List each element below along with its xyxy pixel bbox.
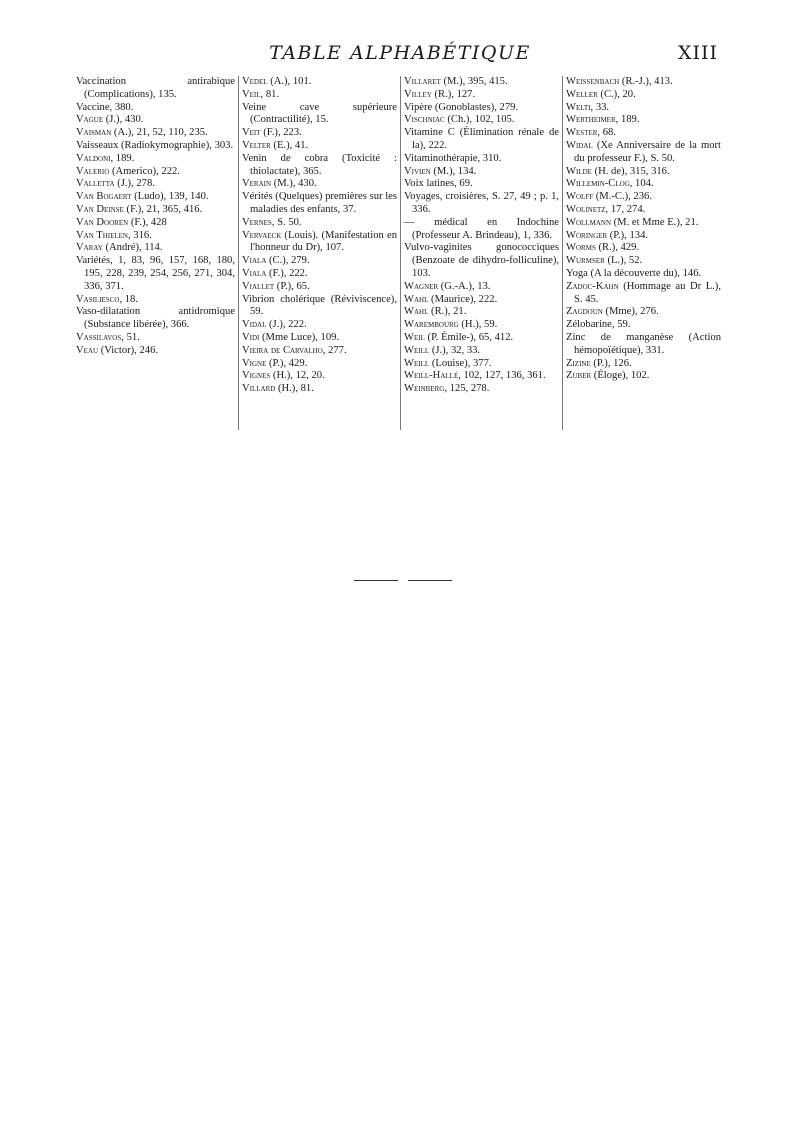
index-entry	[566, 76, 721, 89]
index-entry	[404, 242, 559, 280]
divider-rule	[354, 580, 398, 581]
index-entry	[566, 114, 721, 127]
index-entry-heading: Wertheimer	[566, 114, 616, 126]
index-entry	[242, 268, 397, 281]
index-entry-heading: Vaccination antirabique	[76, 76, 235, 87]
index-entry-heading: Weller	[566, 88, 598, 100]
index-entry-references: (C.), 20.	[597, 88, 636, 100]
index-entry	[242, 370, 397, 383]
index-entry-references: (Toxicité : thiolactate), 365.	[250, 152, 397, 177]
index-entry-heading: Weill-Hallé	[404, 370, 459, 382]
index-entry-references: (M. et Mme E.), 21.	[611, 216, 699, 228]
index-entry-heading: Zadoc-Kahn	[566, 280, 619, 292]
index-entry-heading: Vassilavos	[76, 331, 122, 343]
index-entry	[566, 242, 721, 255]
index-entry-heading: Villard	[242, 383, 276, 395]
index-entry-references: (Americo), 222.	[109, 165, 180, 177]
index-entry	[566, 166, 721, 179]
index-entry-references: (P.), 65.	[274, 280, 310, 292]
index-entry-heading: Widal	[566, 139, 593, 151]
index-entry-heading: Vidi	[242, 331, 260, 343]
index-entry-references: (Ch.), 102, 105.	[444, 114, 515, 126]
index-entry-references: , 104.	[629, 178, 654, 190]
index-entry-heading: — médical en Indochine	[404, 216, 559, 228]
index-entry	[404, 306, 559, 319]
index-column	[562, 76, 724, 430]
index-entry-references: , 81.	[260, 88, 280, 100]
index-entry-heading: Vischniac	[404, 114, 445, 126]
index-entry-heading: Verain	[242, 178, 272, 190]
index-entry-heading: Vitamine C	[404, 127, 455, 139]
index-entry	[242, 332, 397, 345]
index-entry-references: (P. Émile-), 65, 412.	[424, 331, 514, 343]
index-entry-references: , 68.	[597, 127, 616, 139]
index-entry	[566, 102, 721, 115]
index-entry	[566, 204, 721, 217]
index-entry-references: (P.), 126.	[590, 357, 632, 369]
index-entry-heading: Vibrion cholérique	[242, 293, 325, 305]
index-entry	[566, 370, 721, 383]
index-entry-heading: Valdoni	[76, 152, 111, 164]
index-entry	[76, 217, 235, 230]
index-entry-references: , 316.	[127, 229, 152, 241]
index-entry-references: (R.), 21.	[428, 306, 467, 318]
index-entry-heading: Warembourg	[404, 319, 459, 331]
index-entry-heading: Veit	[242, 127, 261, 139]
index-entry-references: (Action hémopoïétique), 331.	[574, 331, 721, 356]
index-entry-heading: Viala	[242, 255, 267, 267]
index-entry	[404, 127, 559, 153]
index-entry	[242, 217, 397, 230]
index-entry-heading: Vaisman	[76, 127, 112, 139]
index-entry	[566, 140, 721, 166]
index-entry-heading: Varay	[76, 242, 103, 254]
index-entry	[242, 153, 397, 179]
index-entry-heading: Vitaminothérapie	[404, 152, 478, 164]
index-entry	[242, 383, 397, 396]
index-entry-heading: Viala	[242, 267, 267, 279]
index-entry-references: (P.), 134.	[607, 229, 649, 241]
index-entry-heading: Venin de cobra	[242, 152, 329, 164]
index-entry-references: (Mme), 276.	[602, 306, 659, 318]
index-entry	[242, 140, 397, 153]
index-entry-references: (G.-A.), 13.	[438, 280, 491, 292]
index-entry	[242, 76, 397, 89]
index-entry-heading: Vivien	[404, 165, 431, 177]
index-entry	[242, 255, 397, 268]
index-entry-heading: Veil	[242, 88, 261, 100]
index-entry-references: (J.), 430.	[103, 114, 144, 126]
index-entry-heading: Weil	[404, 331, 425, 343]
index-entry	[404, 178, 559, 191]
index-entry-heading: Villaret	[404, 76, 441, 87]
index-entry-heading: Van Thielen	[76, 229, 128, 241]
index-entry-references: , S. 50.	[271, 216, 302, 228]
index-entry-references: antidromique (Substance libérée), 366.	[84, 306, 235, 331]
index-entry-heading: Zuber	[566, 370, 592, 382]
index-entry-heading: Weill	[404, 357, 430, 369]
index-entry-references: (Ludo), 139, 140.	[131, 191, 209, 203]
index-entry-heading: Vignes	[242, 370, 271, 382]
index-entry-references: (E.), 41.	[270, 139, 309, 151]
index-entry-references: (H.), 12, 20.	[270, 370, 325, 382]
index-entry-heading: Wurmser	[566, 255, 605, 267]
index-entry	[566, 306, 721, 319]
divider-rule	[408, 580, 452, 581]
index-entry	[566, 319, 721, 332]
index-entry	[404, 332, 559, 345]
index-entry-heading: Zinc de manganèse	[566, 331, 674, 343]
index-entry-heading: Zizine	[566, 357, 591, 369]
index-entry-references: (Professeur A. Brindeau), 1, 336.	[412, 229, 553, 241]
index-entry-references: (A.), 21, 52, 110, 235.	[111, 127, 208, 139]
index-entry	[566, 191, 721, 204]
index-entry-heading: Woringer	[566, 229, 608, 241]
index-column	[76, 76, 238, 430]
index-entry-references: , 189.	[110, 152, 135, 164]
index-entry-references: (Louise), 377.	[429, 357, 492, 369]
index-entry	[76, 230, 235, 243]
index-entry-references: (Radiokymographie), 303.	[118, 139, 234, 151]
index-entry-heading: Vedel	[242, 76, 268, 87]
index-entry-heading: Vervaeck	[242, 229, 282, 241]
index-entry-heading: Valerio	[76, 165, 110, 177]
index-column	[238, 76, 400, 430]
index-entry-references: , 51.	[121, 331, 140, 343]
index-entry-references: , 59.	[611, 319, 631, 331]
index-entry-heading: Vipère	[404, 101, 433, 113]
index-entry-references: (L.), 52.	[604, 255, 643, 267]
index-entry	[76, 166, 235, 179]
index-entry	[566, 332, 721, 358]
index-entry-heading: Velter	[242, 139, 271, 151]
index-entry-heading: Viallet	[242, 280, 275, 292]
index-entry-references: , 17, 274.	[605, 203, 646, 215]
index-entry	[242, 89, 397, 102]
index-entry	[404, 76, 559, 89]
index-entry	[566, 127, 721, 140]
index-entry-heading: Variétés	[76, 255, 111, 267]
index-entry-heading: Vasiliesco	[76, 293, 120, 305]
index-entry-references: (Réviviscence), 59.	[250, 293, 397, 318]
index-entry-heading: Vague	[76, 114, 104, 126]
index-entry-references: (Quelques) premières sur les maladies des enfants, 37.	[250, 191, 397, 215]
index-entry-heading: Wollmann	[566, 216, 611, 228]
index-entry-heading: Veine cave supérieure	[242, 101, 397, 113]
index-entry-references: (Éloge), 102.	[591, 370, 650, 382]
index-entry-heading: Van Dooren	[76, 216, 129, 228]
index-entry	[404, 383, 559, 396]
index-entry	[242, 191, 397, 217]
page-header	[76, 40, 724, 70]
index-entry-references: (A la découverte du), 146.	[587, 267, 702, 279]
index-entry-heading: Weill	[404, 344, 430, 356]
index-entry-heading: Valletta	[76, 178, 115, 190]
index-entry-heading: Vigne	[242, 357, 267, 369]
index-entry-references: (Hommage au Dr L.), S. 45.	[574, 280, 721, 305]
index-entry	[242, 358, 397, 371]
index-entry-references: (H.), 81.	[275, 383, 314, 395]
index-entry	[404, 102, 559, 115]
index-entry-references: (Élimination rénale de la), 222.	[412, 127, 559, 151]
index-entry-heading: Vieira de Carvalho	[242, 344, 323, 356]
index-entry	[404, 166, 559, 179]
index-entry	[242, 281, 397, 294]
index-entry-references: (M.), 134.	[430, 165, 477, 177]
index-entry-heading: Wolff	[566, 191, 594, 203]
index-entry-references: (R.), 127.	[431, 88, 476, 100]
index-entry-heading: Vaccine	[76, 101, 110, 113]
index-entry	[76, 140, 235, 153]
index-entry-heading: Wolinetz	[566, 203, 606, 215]
index-entry-references: (André), 114.	[102, 242, 163, 254]
index-entry-heading: Van Deinse	[76, 203, 124, 215]
index-entry	[404, 217, 559, 243]
index-entry	[566, 230, 721, 243]
index-entry	[76, 102, 235, 115]
index-entry-references: (Xe Anniversaire de la mort du professeur F.), S. 50.	[574, 139, 721, 164]
index-entry	[242, 127, 397, 140]
index-entry-references: (P.), 429.	[266, 357, 308, 369]
index-entry-heading: Yoga	[566, 267, 588, 279]
index-entry-references: (F.), 223.	[260, 127, 302, 139]
index-entry-heading: Weinberg	[404, 383, 445, 395]
index-entry-heading: Vérités	[242, 191, 273, 203]
index-entry-references: , 18.	[119, 293, 138, 305]
index-entry	[76, 204, 235, 217]
index-entry-references: (J.), 222.	[266, 319, 307, 331]
index-entry	[404, 370, 559, 383]
index-entry	[76, 153, 235, 166]
index-entry-heading: Voix latines	[404, 178, 455, 190]
index-entry-heading: Wester	[566, 127, 598, 139]
index-entry-references: (H.), 59.	[458, 319, 498, 331]
index-entry-heading: Villey	[404, 88, 432, 100]
closing-rules	[354, 580, 454, 582]
index-entry-heading: Welti	[566, 101, 591, 113]
index-entry-heading: Veau	[76, 344, 99, 356]
index-entry	[404, 345, 559, 358]
index-entry	[76, 332, 235, 345]
index-entry-references: (F.), 428	[128, 216, 167, 228]
index-entry-references: (F.), 222.	[266, 267, 308, 279]
index-entry-heading: Wagner	[404, 280, 439, 292]
index-entry-references: (Gonoblastes), 279.	[432, 101, 519, 113]
index-entry	[242, 345, 397, 358]
index-entry-references: (Contractilité), 15.	[250, 114, 329, 126]
index-entry-references: (M.), 430.	[271, 178, 317, 190]
index-entry-references: (R.-J.), 413.	[619, 76, 673, 87]
index-entry	[566, 268, 721, 281]
index-entry-heading: Vernes	[242, 216, 272, 228]
index-entry	[404, 319, 559, 332]
index-entry-references: (Maurice), 222.	[428, 293, 498, 305]
index-entry	[76, 178, 235, 191]
index-entry	[76, 306, 235, 332]
index-entry-references: (R.), 429.	[595, 242, 640, 254]
index-entry-references: (H. de), 315, 316.	[591, 165, 670, 177]
index-entry-heading: Vaisseaux	[76, 139, 119, 151]
index-entry-references: , 380.	[109, 101, 134, 113]
index-entry-heading: Wilde	[566, 165, 592, 177]
index-entry	[76, 255, 235, 293]
index-entry-references: , 277.	[322, 344, 347, 356]
index-entry-references: , 102, 127, 136, 361.	[458, 370, 546, 382]
index-entry	[76, 345, 235, 358]
index-entry-references: gonococciques (Benzoate de dihydro-folliculine), 103.	[412, 242, 559, 279]
index-entry-references: , 1, 83, 96, 157, 168, 180, 195, 228, 239, 254, 256, 271, 304, 336, 371.	[84, 255, 235, 292]
index-entry-heading: Zélobarine	[566, 319, 612, 331]
index-entry-references: (J.), 278.	[114, 178, 155, 190]
index-entry-references: , 189.	[615, 114, 640, 126]
index-entry-references: (Mme Luce), 109.	[259, 331, 340, 343]
index-entry	[566, 281, 721, 307]
index-entry-heading: Worms	[566, 242, 596, 254]
page-title: TABLE ALPHABÉTIQUE	[269, 42, 531, 64]
page-number: XIII	[677, 42, 718, 64]
index-columns	[76, 76, 724, 430]
index-entry	[76, 127, 235, 140]
index-entry	[566, 358, 721, 371]
index-entry	[566, 178, 721, 191]
index-entry	[242, 319, 397, 332]
index-entry-heading: Voyages, croisières	[404, 191, 487, 203]
index-entry-heading: Weissenbach	[566, 76, 620, 87]
index-entry-references: (M.-C.), 236.	[593, 191, 652, 203]
index-entry-heading: Wahl	[404, 293, 429, 305]
index-entry-references: (A.), 101.	[267, 76, 312, 87]
index-entry-references: , S. 27, 49 ; p. 1, 336.	[412, 191, 560, 215]
index-entry	[242, 102, 397, 128]
index-entry	[404, 153, 559, 166]
index-column	[400, 76, 562, 430]
index-entry	[76, 294, 235, 307]
index-entry-references: (Complications), 135.	[84, 88, 177, 100]
index-entry	[404, 294, 559, 307]
index-entry-references: , 310.	[477, 152, 502, 164]
index-entry-heading: Wahl	[404, 306, 429, 318]
index-entry-heading: Vulvo-vaginites	[404, 242, 472, 254]
index-entry-references: (F.), 21, 365, 416.	[123, 203, 203, 215]
index-entry-references: (Victor), 246.	[98, 344, 159, 356]
index-entry-heading: Zagdoun	[566, 306, 603, 318]
index-entry	[242, 294, 397, 320]
index-entry-references: , 33.	[590, 101, 610, 113]
index-entry-references: , 69.	[454, 178, 473, 190]
index-entry	[566, 217, 721, 230]
index-entry	[76, 76, 235, 102]
index-entry-references: (J.), 32, 33.	[429, 344, 481, 356]
index-entry	[404, 281, 559, 294]
index-entry	[76, 191, 235, 204]
index-entry-heading: Vidal	[242, 319, 267, 331]
index-entry	[404, 358, 559, 371]
index-entry-references: (M.), 395, 415.	[440, 76, 508, 87]
index-entry	[566, 89, 721, 102]
index-entry-heading: Van Bogaert	[76, 191, 132, 203]
index-entry-references: (Louis). (Manifestation en l'honneur du Dr), 107.	[250, 229, 397, 254]
index-entry	[404, 114, 559, 127]
index-entry	[404, 89, 559, 102]
index-entry	[566, 255, 721, 268]
index-entry-references: , 125, 278.	[444, 383, 490, 395]
index-entry	[404, 191, 559, 217]
index-entry	[76, 242, 235, 255]
index-entry	[242, 178, 397, 191]
index-entry-references: (C.), 279.	[266, 255, 310, 267]
index-entry	[76, 114, 235, 127]
index-entry-heading: Vaso-dilatation	[76, 306, 141, 318]
index-entry-heading: Willemin-Clog	[566, 178, 630, 190]
index-entry	[242, 230, 397, 256]
